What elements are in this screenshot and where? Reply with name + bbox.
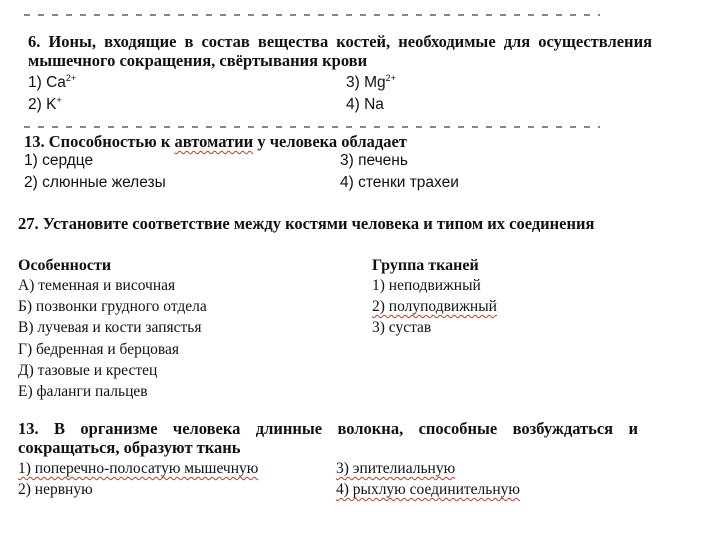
charge-superscript: 2+ bbox=[385, 72, 396, 83]
question-13b-option-4: 4) рыхлую соединительную bbox=[336, 481, 520, 498]
question-27-title: 27. Установите соответствие между костями человека и типом их соединения bbox=[18, 214, 595, 233]
question-6-option-2 bbox=[28, 96, 62, 114]
question-13a-option-3: 3) печень bbox=[340, 152, 408, 169]
charge-superscript: + bbox=[56, 94, 62, 105]
question-13a-option-2: 2) слюнные железы bbox=[24, 174, 166, 191]
option-text: 1) Ca bbox=[28, 74, 66, 91]
crop-edge-top bbox=[24, 14, 600, 16]
match-right-item: 1) неподвижный bbox=[372, 277, 481, 294]
question-13-tissue bbox=[18, 419, 638, 503]
match-left-item: Б) позвонки грудного отдела bbox=[18, 298, 207, 315]
match-left-item: Е) фаланги пальцев bbox=[18, 383, 148, 400]
question-13b-option-3: 3) эпителиальную bbox=[336, 460, 456, 477]
question-13a-option-1: 1) сердце bbox=[24, 152, 94, 169]
question-6 bbox=[28, 32, 652, 132]
column-header-right: Группа тканей bbox=[372, 257, 479, 274]
match-left-item: Д) тазовые и крестец bbox=[18, 362, 158, 379]
title-text: у человека обладает bbox=[253, 132, 407, 151]
option-text: 3) Mg bbox=[346, 74, 386, 91]
match-right-item: 2) полуподвижный bbox=[372, 298, 497, 315]
match-right-item: 3) сустав bbox=[372, 319, 432, 336]
match-left-item: А) теменная и височная bbox=[18, 277, 176, 294]
question-13a-option-4: 4) стенки трахеи bbox=[340, 174, 459, 191]
crop-edge-divider bbox=[24, 126, 600, 128]
question-13b-option-2: 2) нервную bbox=[18, 481, 93, 498]
question-27 bbox=[18, 214, 638, 404]
column-header-left: Особенности bbox=[18, 257, 112, 274]
question-13-automaticity bbox=[24, 132, 544, 194]
title-underlined-word: автоматии bbox=[174, 132, 254, 151]
match-left-item: Г) бедренная и берцовая bbox=[18, 341, 179, 358]
question-6-option-4: 4) Na bbox=[346, 96, 384, 113]
question-6-option-3 bbox=[346, 74, 396, 92]
match-left-item: В) лучевая и кости запястья bbox=[18, 319, 202, 336]
question-13b-option-1: 1) поперечно-полосатую мышечную bbox=[18, 460, 259, 477]
title-text: 13. Способностью к bbox=[24, 132, 175, 151]
option-text: 2) K bbox=[28, 96, 57, 113]
question-13b-title: 13. В организме человека длинные волокна, способные возбуждаться и сокращаться, образуют ткань bbox=[18, 419, 638, 457]
question-6-title: 6. Ионы, входящие в состав вещества костей, необходимые для осуществления мышечного сокращения, свёртывания крови bbox=[28, 32, 652, 70]
charge-superscript: 2+ bbox=[65, 72, 77, 83]
question-6-option-1 bbox=[28, 74, 76, 92]
question-13a-title bbox=[24, 132, 544, 151]
